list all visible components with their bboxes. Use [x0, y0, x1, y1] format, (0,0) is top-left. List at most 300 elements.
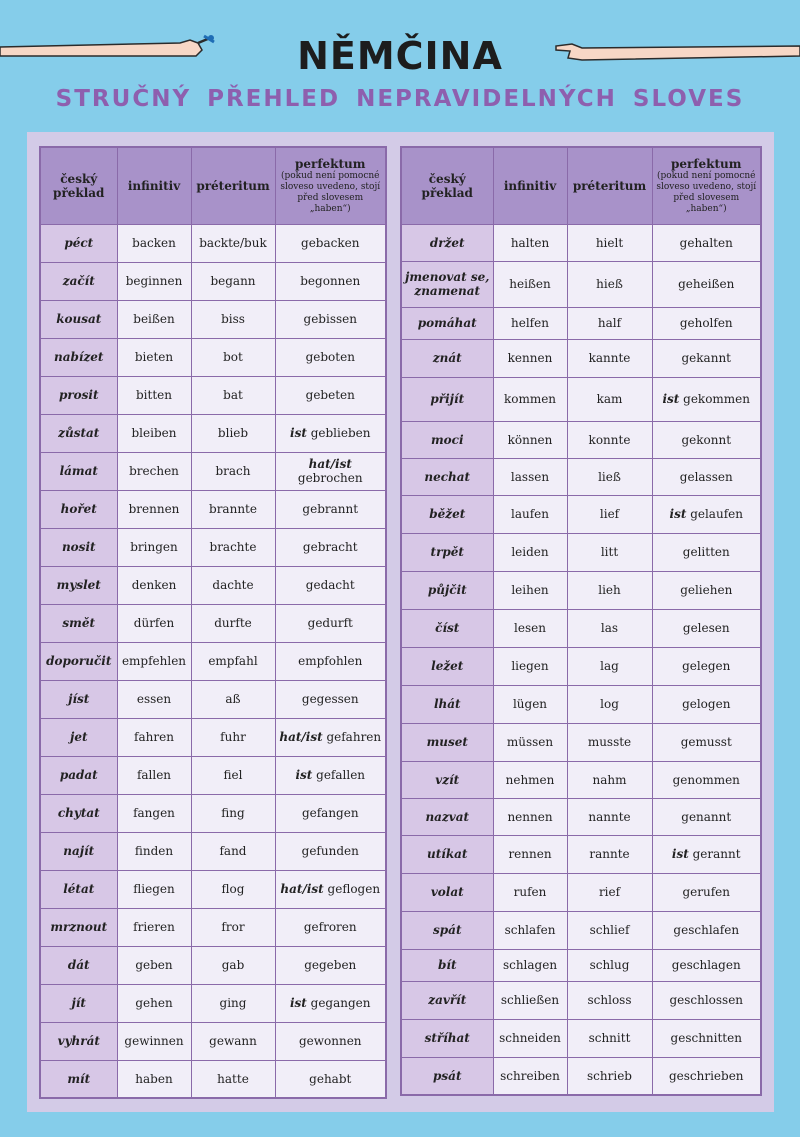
perfect: [275, 718, 386, 756]
perfect: [275, 490, 386, 528]
preterite: dachte: [191, 566, 275, 604]
table-row: [401, 798, 761, 835]
preterite: ließ: [567, 458, 652, 495]
perfect: [275, 338, 386, 376]
infinitive: rufen: [493, 873, 567, 911]
table-row: [401, 339, 761, 377]
perfect: [652, 949, 761, 981]
table-row: [401, 458, 761, 495]
table-row: [40, 566, 386, 604]
table-row: [40, 224, 386, 262]
czech-translation: kousat: [40, 300, 117, 338]
perfect: [275, 1022, 386, 1060]
table-row: [40, 262, 386, 300]
perfect: [652, 1019, 761, 1057]
czech-translation: muset: [401, 723, 493, 761]
header-perfect: [275, 147, 386, 224]
table-row: [40, 832, 386, 870]
table-row: [40, 490, 386, 528]
perfect: [652, 458, 761, 495]
participle: gefunden: [301, 844, 359, 858]
preterite: flog: [191, 870, 275, 908]
czech-translation: pomáhat: [401, 307, 493, 339]
participle: gegeben: [304, 958, 357, 972]
czech-translation: chytat: [40, 794, 117, 832]
preterite: rief: [567, 873, 652, 911]
czech-translation: nabízet: [40, 338, 117, 376]
perfect: [652, 377, 761, 421]
infinitive: beginnen: [117, 262, 191, 300]
infinitive: fallen: [117, 756, 191, 794]
perfect: [275, 224, 386, 262]
table-row: [40, 1022, 386, 1060]
auxiliary-verb: ist: [669, 507, 687, 521]
perfect: [275, 756, 386, 794]
czech-translation: jmenovat se, znamenat: [401, 261, 493, 307]
infinitive: halten: [493, 224, 567, 261]
czech-translation: doporučit: [40, 642, 117, 680]
perfect: [275, 262, 386, 300]
czech-translation: lhát: [401, 685, 493, 723]
preterite: fand: [191, 832, 275, 870]
auxiliary-verb: ist: [289, 996, 307, 1010]
auxiliary-verb: ist: [295, 768, 313, 782]
participle: genannt: [681, 809, 732, 824]
table-row: [401, 495, 761, 533]
auxiliary-verb: ist: [662, 392, 680, 406]
infinitive: bleiben: [117, 414, 191, 452]
infinitive: geben: [117, 946, 191, 984]
table-row: [40, 604, 386, 642]
table-row: [40, 338, 386, 376]
preterite: schrieb: [567, 1057, 652, 1095]
preterite: schlug: [567, 949, 652, 981]
table-row: [40, 452, 386, 490]
participle: gebrannt: [302, 502, 359, 516]
czech-translation: spát: [401, 911, 493, 949]
infinitive: nennen: [493, 798, 567, 835]
table-row: [401, 723, 761, 761]
czech-translation: moci: [401, 421, 493, 458]
infinitive: lassen: [493, 458, 567, 495]
preterite: konnte: [567, 421, 652, 458]
participle: gemusst: [680, 735, 732, 749]
perfect: [275, 908, 386, 946]
table-row: [401, 835, 761, 873]
czech-translation: zavřít: [401, 981, 493, 1019]
table-row: [401, 307, 761, 339]
table-row: [40, 642, 386, 680]
auxiliary-verb: hat/ist: [308, 457, 352, 471]
auxiliary-verb: ist: [290, 426, 307, 440]
infinitive: frieren: [117, 908, 191, 946]
table-row: [40, 756, 386, 794]
czech-translation: jít: [40, 984, 117, 1022]
infinitive: fangen: [117, 794, 191, 832]
infinitive: schlafen: [493, 911, 567, 949]
participle: gerufen: [682, 885, 731, 899]
perfect: [275, 642, 386, 680]
infinitive: bitten: [117, 376, 191, 414]
perfect: [652, 647, 761, 685]
preterite: fror: [191, 908, 275, 946]
infinitive: brennen: [117, 490, 191, 528]
table-row: [401, 377, 761, 421]
table-row: [401, 1019, 761, 1057]
participle: gelaufen: [686, 507, 743, 521]
table-row: [401, 609, 761, 647]
participle: genommen: [672, 772, 740, 787]
czech-translation: půjčit: [401, 571, 493, 609]
czech-translation: zůstat: [40, 414, 117, 452]
czech-translation: myslet: [40, 566, 117, 604]
table-row: [401, 949, 761, 981]
perfect: [652, 339, 761, 377]
preterite: las: [567, 609, 652, 647]
czech-translation: hořet: [40, 490, 117, 528]
preterite: empfahl: [191, 642, 275, 680]
participle: geschlossen: [669, 993, 744, 1007]
perfect: [275, 414, 386, 452]
czech-translation: znát: [401, 339, 493, 377]
participle: gedacht: [305, 578, 355, 592]
participle: geschlagen: [671, 958, 741, 972]
preterite: hatte: [191, 1060, 275, 1098]
czech-translation: prosit: [40, 376, 117, 414]
czech-translation: běžet: [401, 495, 493, 533]
preterite: schlief: [567, 911, 652, 949]
participle: gefangen: [301, 806, 359, 820]
preterite: lieh: [567, 571, 652, 609]
czech-translation: psát: [401, 1057, 493, 1095]
perfect: [652, 533, 761, 571]
czech-translation: vyhrát: [40, 1022, 117, 1060]
participle: gedurft: [307, 616, 353, 630]
preterite: rannte: [567, 835, 652, 873]
header-preterite: préteritum: [567, 147, 652, 224]
perfect: [652, 761, 761, 798]
participle: gefallen: [312, 768, 366, 782]
perfect: [652, 981, 761, 1019]
infinitive: empfehlen: [117, 642, 191, 680]
table-row: [401, 261, 761, 307]
participle: begonnen: [300, 274, 361, 288]
perfect: [275, 376, 386, 414]
preterite: brannte: [191, 490, 275, 528]
participle: gebacken: [301, 236, 360, 250]
header-perfect-note: (pokud není pomocné sloveso uvedeno, stojí před slovesem „haben“): [280, 170, 381, 214]
perfect: [275, 604, 386, 642]
preterite: litt: [567, 533, 652, 571]
header-preterite: préteritum: [191, 147, 275, 224]
table-row: [40, 1060, 386, 1098]
perfect: [652, 911, 761, 949]
czech-translation: nazvat: [401, 798, 493, 835]
czech-translation: trpět: [401, 533, 493, 571]
preterite: nahm: [567, 761, 652, 798]
infinitive: haben: [117, 1060, 191, 1098]
participle: gelassen: [679, 469, 733, 484]
czech-translation: smět: [40, 604, 117, 642]
perfect: [275, 794, 386, 832]
infinitive: fliegen: [117, 870, 191, 908]
infinitive: essen: [117, 680, 191, 718]
preterite: aß: [191, 680, 275, 718]
czech-translation: volat: [401, 873, 493, 911]
preterite: fing: [191, 794, 275, 832]
infinitive: kommen: [493, 377, 567, 421]
table-row: [401, 224, 761, 261]
participle: geschrieben: [668, 1068, 744, 1083]
participle: geheißen: [678, 277, 735, 291]
verb-table-right: [400, 146, 762, 1096]
perfect: [652, 495, 761, 533]
participle: gelegen: [682, 659, 731, 673]
preterite: bot: [191, 338, 275, 376]
preterite: kam: [567, 377, 652, 421]
czech-translation: držet: [401, 224, 493, 261]
infinitive: bieten: [117, 338, 191, 376]
perfect: [652, 1057, 761, 1095]
infinitive: backen: [117, 224, 191, 262]
infinitive: beißen: [117, 300, 191, 338]
perfect: [652, 723, 761, 761]
preterite: ging: [191, 984, 275, 1022]
infinitive: liegen: [493, 647, 567, 685]
table-row: [40, 946, 386, 984]
preterite: hieß: [567, 261, 652, 307]
preterite: kannte: [567, 339, 652, 377]
czech-translation: vzít: [401, 761, 493, 798]
infinitive: können: [493, 421, 567, 458]
participle: gefroren: [303, 920, 357, 934]
infinitive: denken: [117, 566, 191, 604]
table-row: [401, 533, 761, 571]
preterite: gab: [191, 946, 275, 984]
header-czech: český překlad: [40, 147, 117, 224]
participle: geflogen: [323, 882, 381, 896]
participle: gehalten: [679, 235, 733, 250]
infinitive: nehmen: [493, 761, 567, 798]
preterite: hielt: [567, 224, 652, 261]
infinitive: gehen: [117, 984, 191, 1022]
czech-translation: mít: [40, 1060, 117, 1098]
perfect: [275, 300, 386, 338]
participle: gebissen: [303, 312, 357, 326]
infinitive: lesen: [493, 609, 567, 647]
czech-translation: létat: [40, 870, 117, 908]
czech-translation: jíst: [40, 680, 117, 718]
infinitive: laufen: [493, 495, 567, 533]
preterite: durfte: [191, 604, 275, 642]
infinitive: rennen: [493, 835, 567, 873]
infinitive: gewinnen: [117, 1022, 191, 1060]
preterite: log: [567, 685, 652, 723]
table-row: [401, 685, 761, 723]
participle: gewonnen: [298, 1034, 362, 1048]
preterite: biss: [191, 300, 275, 338]
preterite: bat: [191, 376, 275, 414]
czech-translation: péct: [40, 224, 117, 262]
perfect: [275, 832, 386, 870]
table-row: [401, 571, 761, 609]
czech-translation: mrznout: [40, 908, 117, 946]
perfect: [652, 224, 761, 261]
participle: gelesen: [682, 621, 730, 635]
czech-translation: nechat: [401, 458, 493, 495]
czech-translation: bít: [401, 949, 493, 981]
table-row: [401, 1057, 761, 1095]
perfect: [275, 1060, 386, 1098]
czech-translation: lámat: [40, 452, 117, 490]
infinitive: fahren: [117, 718, 191, 756]
header-perfect-note: (pokud není pomocné sloveso uvedeno, stojí před slovesem „haben“): [656, 170, 757, 214]
table-row: [40, 300, 386, 338]
perfect: [652, 835, 761, 873]
table-row: [401, 421, 761, 458]
participle: gegessen: [301, 692, 359, 706]
czech-translation: jet: [40, 718, 117, 756]
perfect: [275, 680, 386, 718]
perfect: [652, 873, 761, 911]
table-row: [40, 794, 386, 832]
auxiliary-verb: ist: [671, 847, 689, 861]
participle: gekannt: [681, 351, 731, 365]
table-row: [401, 981, 761, 1019]
preterite: fuhr: [191, 718, 275, 756]
auxiliary-verb: hat/ist: [280, 882, 324, 896]
participle: geblieben: [306, 426, 371, 440]
table-row: [40, 984, 386, 1022]
perfect: [275, 452, 386, 490]
czech-translation: nosit: [40, 528, 117, 566]
table-row: [40, 908, 386, 946]
table-row: [40, 680, 386, 718]
infinitive: helfen: [493, 307, 567, 339]
czech-translation: dát: [40, 946, 117, 984]
perfect: [275, 870, 386, 908]
infinitive: schreiben: [493, 1057, 567, 1095]
table-row: [40, 528, 386, 566]
participle: gelitten: [682, 545, 730, 559]
page-subtitle: STRUČNÝ PŘEHLED NEPRAVIDELNÝCH SLOVES: [55, 86, 745, 112]
header-perfect-label: perfektum: [295, 156, 366, 171]
perfect: [275, 566, 386, 604]
preterite: lag: [567, 647, 652, 685]
table-row: [401, 873, 761, 911]
perfect: [275, 528, 386, 566]
perfect: [652, 798, 761, 835]
infinitive: finden: [117, 832, 191, 870]
participle: gebracht: [302, 540, 358, 554]
czech-translation: stříhat: [401, 1019, 493, 1057]
perfect: [652, 421, 761, 458]
participle: geholfen: [679, 316, 733, 330]
preterite: schloss: [567, 981, 652, 1019]
perfect: [652, 307, 761, 339]
participle: gehabt: [309, 1071, 352, 1086]
czech-translation: najít: [40, 832, 117, 870]
infinitive: leiden: [493, 533, 567, 571]
preterite: backte/buk: [191, 224, 275, 262]
table-row: [40, 414, 386, 452]
infinitive: schließen: [493, 981, 567, 1019]
participle: geboten: [305, 350, 355, 364]
infinitive: schneiden: [493, 1019, 567, 1057]
infinitive: heißen: [493, 261, 567, 307]
perfect: [652, 571, 761, 609]
page-title: NĚMČINA: [297, 34, 503, 78]
preterite: begann: [191, 262, 275, 300]
czech-translation: číst: [401, 609, 493, 647]
header-infinitive: infinitiv: [117, 147, 191, 224]
infinitive: kennen: [493, 339, 567, 377]
table-row: [401, 761, 761, 798]
participle: gebrochen: [297, 471, 363, 485]
perfect: [652, 609, 761, 647]
preterite: lief: [567, 495, 652, 533]
infinitive: dürfen: [117, 604, 191, 642]
infinitive: lügen: [493, 685, 567, 723]
participle: geschnitten: [670, 1031, 742, 1045]
header-perfect-label: perfektum: [671, 156, 742, 171]
participle: gekommen: [679, 392, 751, 406]
table-row: [40, 870, 386, 908]
participle: gelogen: [682, 697, 731, 711]
table-row: [401, 911, 761, 949]
participle: gebeten: [305, 388, 355, 402]
infinitive: müssen: [493, 723, 567, 761]
participle: geliehen: [680, 583, 733, 597]
header-perfect: [652, 147, 761, 224]
header-infinitive: infinitiv: [493, 147, 567, 224]
preterite: blieb: [191, 414, 275, 452]
perfect: [275, 984, 386, 1022]
table-row: [40, 718, 386, 756]
participle: geschlafen: [673, 923, 740, 937]
preterite: half: [567, 307, 652, 339]
czech-translation: ležet: [401, 647, 493, 685]
auxiliary-verb: hat/ist: [279, 730, 323, 744]
preterite: schnitt: [567, 1019, 652, 1057]
infinitive: brechen: [117, 452, 191, 490]
participle: gegangen: [306, 996, 371, 1010]
table-row: [40, 376, 386, 414]
czech-translation: utíkat: [401, 835, 493, 873]
participle: gerannt: [688, 847, 741, 861]
table-row: [401, 647, 761, 685]
infinitive: bringen: [117, 528, 191, 566]
perfect: [275, 946, 386, 984]
verb-table-left: [39, 146, 387, 1099]
participle: empfohlen: [298, 654, 363, 668]
preterite: brach: [191, 452, 275, 490]
preterite: fiel: [191, 756, 275, 794]
preterite: nannte: [567, 798, 652, 835]
preterite: musste: [567, 723, 652, 761]
header-czech: český překlad: [401, 147, 493, 224]
perfect: [652, 685, 761, 723]
infinitive: schlagen: [493, 949, 567, 981]
czech-translation: začít: [40, 262, 117, 300]
perfect: [652, 261, 761, 307]
infinitive: leihen: [493, 571, 567, 609]
participle: gekonnt: [681, 432, 732, 447]
czech-translation: přijít: [401, 377, 493, 421]
preterite: gewann: [191, 1022, 275, 1060]
participle: gefahren: [322, 730, 382, 744]
czech-translation: padat: [40, 756, 117, 794]
